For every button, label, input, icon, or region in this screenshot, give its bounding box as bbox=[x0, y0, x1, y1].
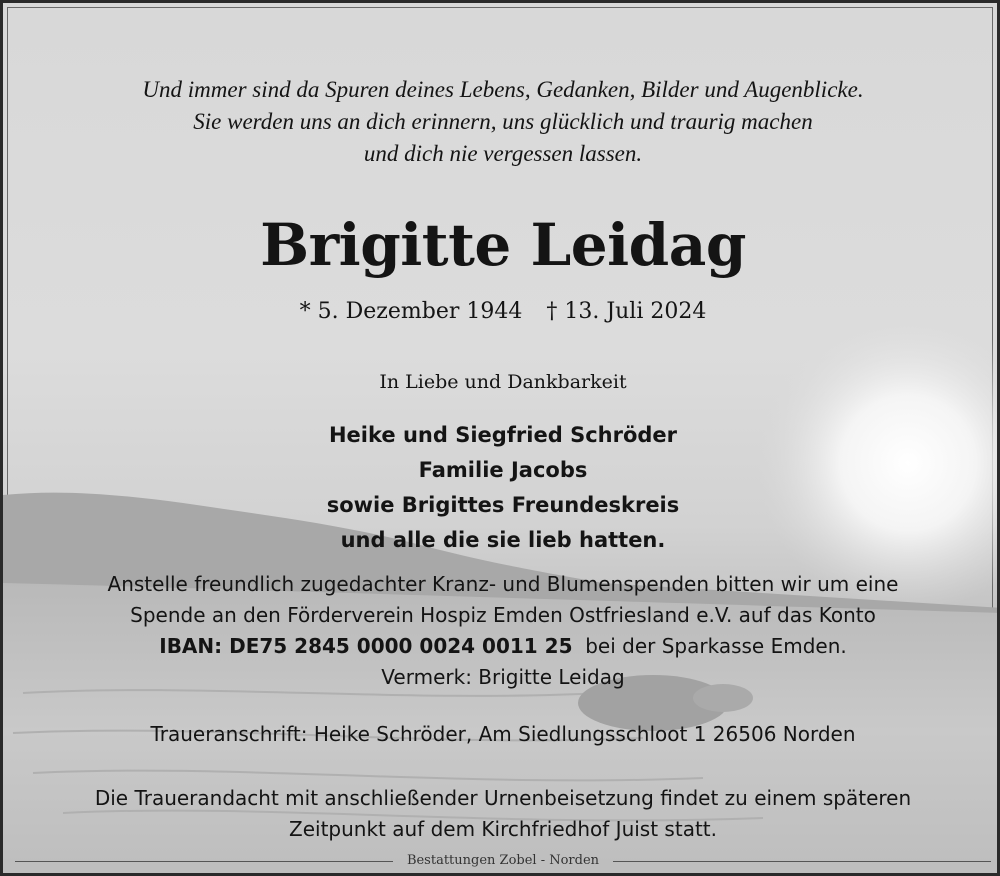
mourner-line: Heike und Siegfried Schröder bbox=[328, 423, 678, 447]
life-dates bbox=[3, 299, 1000, 324]
service-line: Die Trauerandacht mit anschließender Urnenbeisetzung findet zu einem späteren bbox=[94, 786, 912, 810]
deceased-name: Brigitte Leidag bbox=[260, 211, 746, 279]
death-date: † 13. Juli 2024 bbox=[546, 299, 707, 324]
bank-line bbox=[3, 631, 1000, 662]
donation-note: Vermerk: Brigitte Leidag bbox=[381, 665, 625, 689]
verse-line: Sie werden uns an dich erinnern, uns glücklich und traurig machen bbox=[193, 109, 813, 134]
verse-line: Und immer sind da Spuren deines Lebens, Gedanken, Bilder und Augenblicke. bbox=[142, 77, 864, 102]
love-line: In Liebe und Dankbarkeit bbox=[379, 371, 627, 393]
birth-date: * 5. Dezember 1944 bbox=[299, 299, 523, 324]
service-line: Zeitpunkt auf dem Kirchfriedhof Juist statt. bbox=[289, 817, 717, 841]
bank-name: bei der Sparkasse Emden. bbox=[585, 634, 847, 658]
donation-line: Spende an den Förderverein Hospiz Emden Ostfriesland e.V. auf das Konto bbox=[130, 603, 876, 627]
funeral-home: Bestattungen Zobel - Norden bbox=[406, 853, 600, 868]
verse-line: und dich nie vergessen lassen. bbox=[363, 141, 643, 166]
mourner-line: sowie Brigittes Freundeskreis bbox=[326, 493, 680, 517]
iban: IBAN: DE75 2845 0000 0024 0011 25 bbox=[159, 634, 573, 658]
mourner-line: Familie Jacobs bbox=[418, 458, 588, 482]
mourner-line: und alle die sie lieb hatten. bbox=[340, 528, 666, 552]
mourning-address: Traueranschrift: Heike Schröder, Am Siedlungsschloot 1 26506 Norden bbox=[150, 722, 856, 746]
donation-line: Anstelle freundlich zugedachter Kranz- und Blumenspenden bitten wir um eine bbox=[107, 572, 899, 596]
